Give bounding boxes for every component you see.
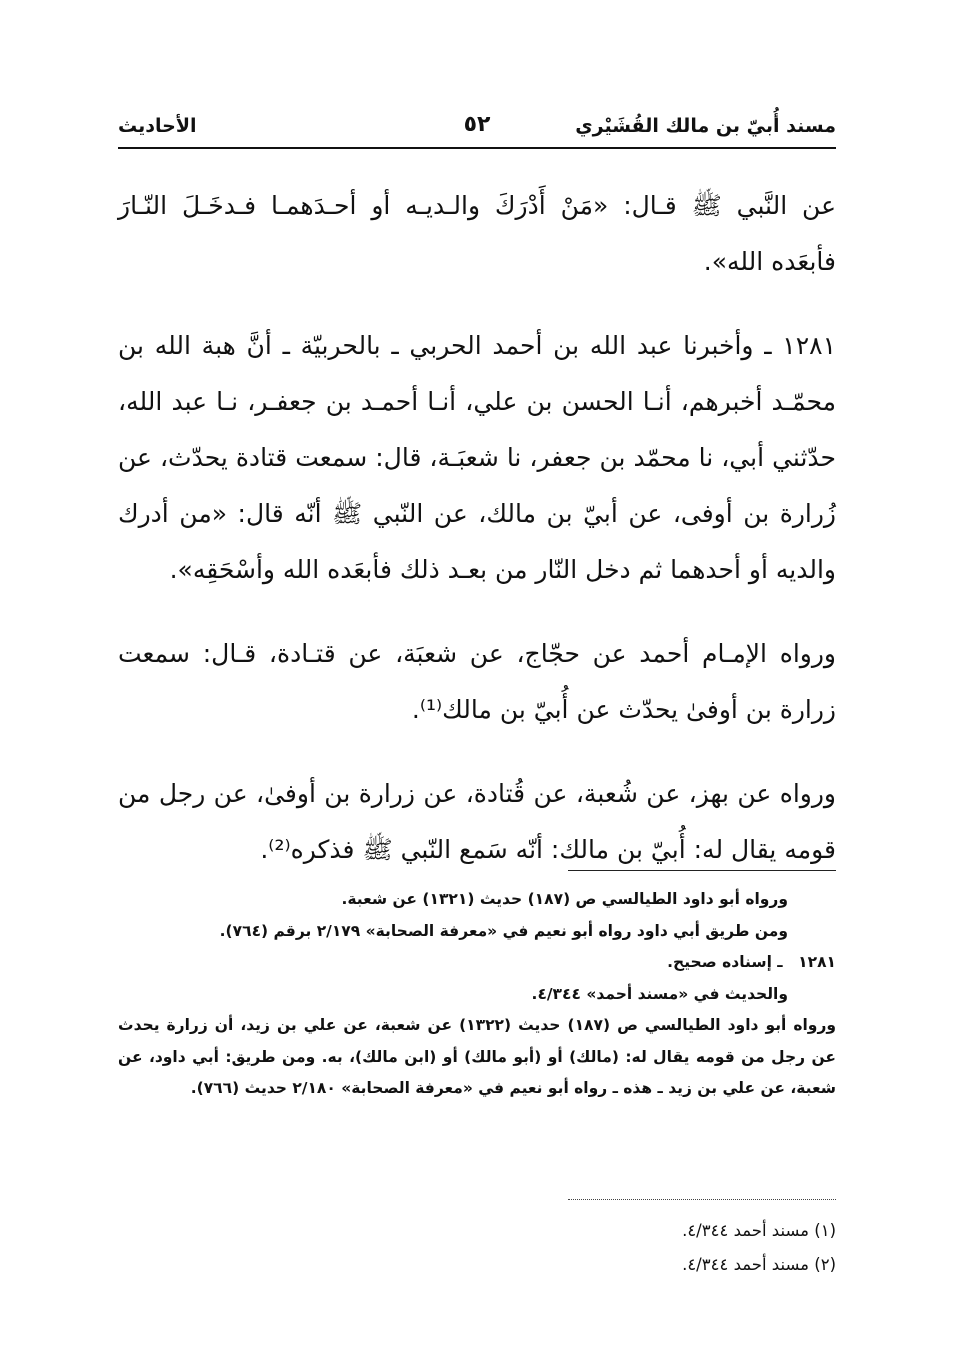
footnotes-separator	[568, 1199, 836, 1200]
header-section-title: الأحاديث	[118, 115, 197, 137]
footnote-2: (٢) مسند أحمد ٤/٣٤٤.	[682, 1255, 836, 1274]
notes-separator	[568, 870, 836, 871]
paragraph-3: ورواه الإمـام أحمد عن حجّاج، عن شعبَة، عن قتـادة، قـال: سمعت زرارة بن أوفىٰ يحدّث عن أُبيّ بن مالك⁽¹⁾.	[118, 639, 836, 724]
header-book-title: مسند أُبيّ بن مالك القُشَيْري	[575, 115, 836, 137]
note-line: ورواه أبو داود الطيالسي ص (١٨٧) حديث (١٣٢١) عن شعبة.	[341, 890, 788, 908]
main-text	[118, 178, 836, 878]
note-line: ومن طريق أبي داود رواه أبو نعيم في «معرفة الصحابة» ٢/١٧٩ برقم (٧٦٤).	[219, 921, 788, 940]
note-hadith-1281	[118, 947, 836, 979]
note-text: ـ إسناده صحيح.	[667, 953, 783, 971]
note-line: والحديث في «مسند أحمد» ٤/٣٤٤.	[531, 984, 788, 1003]
note-hadith-number: ١٢٨١	[798, 953, 836, 971]
editor-notes	[118, 884, 836, 1105]
footnotes	[118, 1214, 836, 1282]
page-number: ٥٢	[463, 112, 491, 137]
paragraph-1: عن النَّبي ﷺ قـال: «مَنْ أَدْرَكَ والـديـه أو أحـدَهمـا فـدخَـلَ النّـارَ فأبعَده الله».	[118, 191, 836, 276]
running-header	[118, 108, 836, 144]
paragraph-4: ورواه عن بهز، عن شُعبة، عن قُتادة، عن زرارة بن أوفىٰ، عن رجل من قومه يقال له: أُبيّ بن مالك: أنّه سَمع النّبي ﷺ فذكره⁽²⁾.	[118, 779, 836, 864]
note-paragraph: ورواه أبو داود الطيالسي ص (١٨٧) حديث (١٣٢٢) عن شعبة، عن علي بن زيد، أن زرارة يحدث عن رجل من قومه يقال له: (مالك) أو (أبو مالك) أو (ابن مالك)، به. ومن طريق: أبي داود، عن شعبة، عن علي بن زيد ـ هذه ـ رواه أبو نعيم في «معرفة الصحابة» ٢/١٨٠ حديث (٧٦٦).	[118, 1016, 837, 1097]
paragraph-hadith-1281: ١٢٨١ ـ وأخبرنا عبد الله بن أحمد الحربي ـ بالحربيّة ـ أنَّ هبة الله بن محمّـد أخبرهم، أنـا الحسن بن علي، أنـا أحمـد بن جعفـر، نـا عبد الله، حدّثني أبي، نا محمّد بن جعفر، نا شعبَـة، قال: سمعت قتادة يحدّث، عن زُرارة بن أوفى، عن أبيّ بن مالك، عن النّبي ﷺ أنّه قال: «من أدرك والديه أو أحدهما ثم دخل النّار من بعـد ذلك فأبعَده الله وأسْحَقِه».	[118, 331, 836, 584]
footnote-1: (١) مسند أحمد ٤/٣٤٤.	[682, 1221, 836, 1240]
header-rule	[118, 147, 836, 149]
